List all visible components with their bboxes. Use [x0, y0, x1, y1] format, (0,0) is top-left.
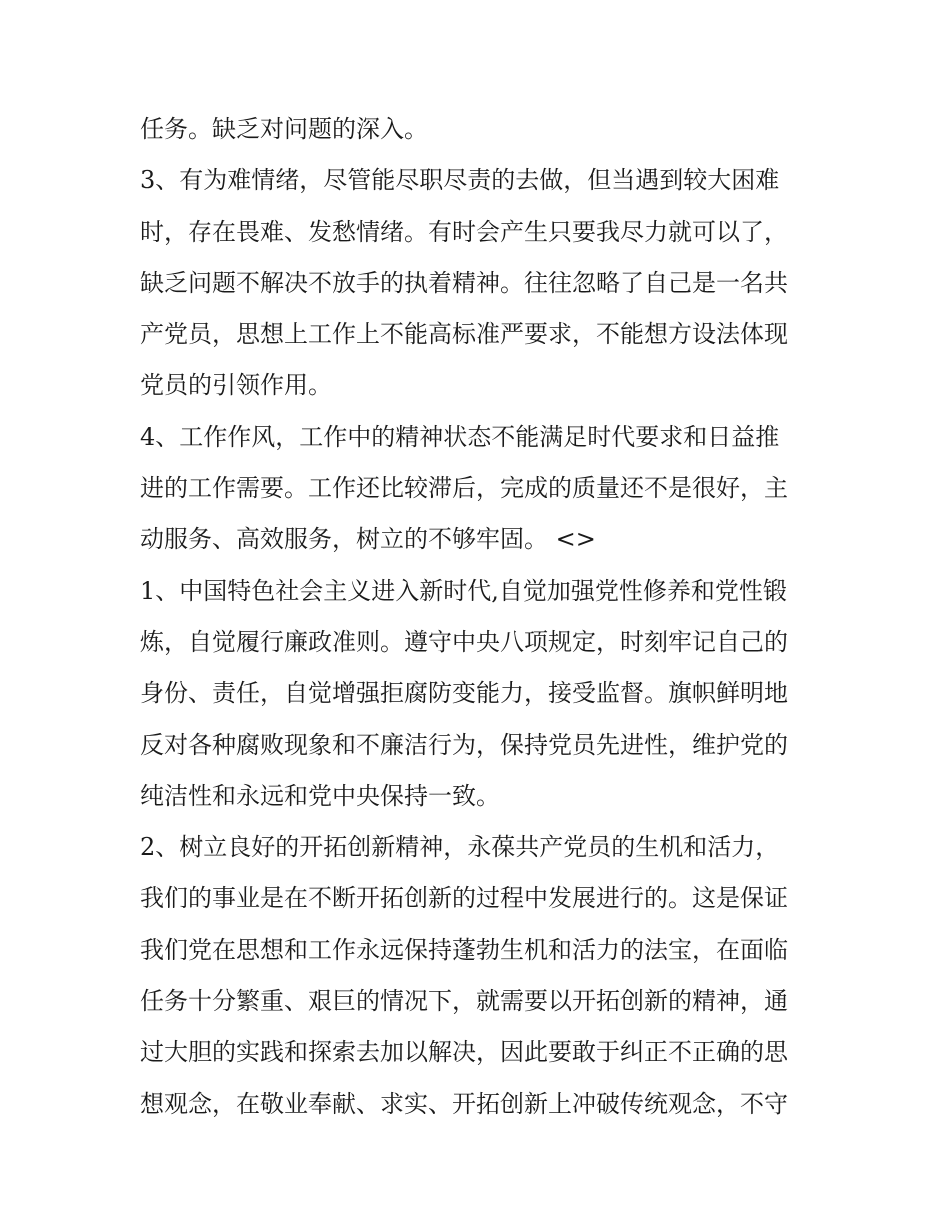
text-line-2: 3、有为难情绪，尽管能尽职尽责的去做，但当遇到较大困难: [140, 166, 780, 195]
text-line-5: 产党员，思想上工作上不能高标准严要求，不能想方设法体现: [140, 320, 788, 349]
text-line-12: 身份、责任，自觉增强拒腐防变能力，接受监督。旗帜鲜明地: [140, 679, 788, 708]
text-line-11: 炼，自觉履行廉政准则。遵守中央八项规定，时刻牢记自己的: [140, 627, 788, 656]
text-line-10: 1、中国特色社会主义进入新时代,自觉加强党性修养和党性锻: [140, 576, 787, 605]
text-line-13: 反对各种腐败现象和不廉洁行为，保持党员先进性，维护党的: [140, 730, 788, 759]
text-line-6: 党员的引领作用。: [140, 371, 332, 400]
text-line-16: 我们的事业是在不断开拓创新的过程中发展进行的。这是保证: [140, 884, 788, 913]
text-line-17: 我们党在思想和工作永远保持蓬勃生机和活力的法宝，在面临: [140, 935, 788, 964]
text-line-7: 4、工作作风，工作中的精神状态不能满足时代要求和日益推: [140, 422, 780, 451]
text-line-15: 2、树立良好的开拓创新精神，永葆共产党员的生机和活力，: [140, 833, 780, 862]
text-line-20: 想观念，在敬业奉献、求实、开拓创新上冲破传统观念，不守: [140, 1089, 788, 1118]
text-line-3: 时，存在畏难、发愁情绪。有时会产生只要我尽力就可以了，: [140, 217, 788, 246]
text-line-18: 任务十分繁重、艰巨的情况下，就需要以开拓创新的精神，通: [140, 987, 788, 1016]
text-line-1: 任务。缺乏对问题的深入。: [140, 115, 428, 143]
text-line-19: 过大胆的实践和探索去加以解决，因此要敢于纠正不正确的思: [140, 1038, 788, 1067]
document-body: [140, 104, 820, 1130]
text-line-8: 进的工作需要。工作还比较滞后，完成的质量还不是很好，主: [140, 474, 788, 503]
text-line-4: 缺乏问题不解决不放手的执着精神。往往忽略了自己是一名共: [140, 268, 788, 297]
text-line-9: 动服务、高效服务，树立的不够牢固。 <>: [140, 525, 596, 554]
text-line-14: 纯洁性和永远和党中央保持一致。: [140, 781, 500, 810]
